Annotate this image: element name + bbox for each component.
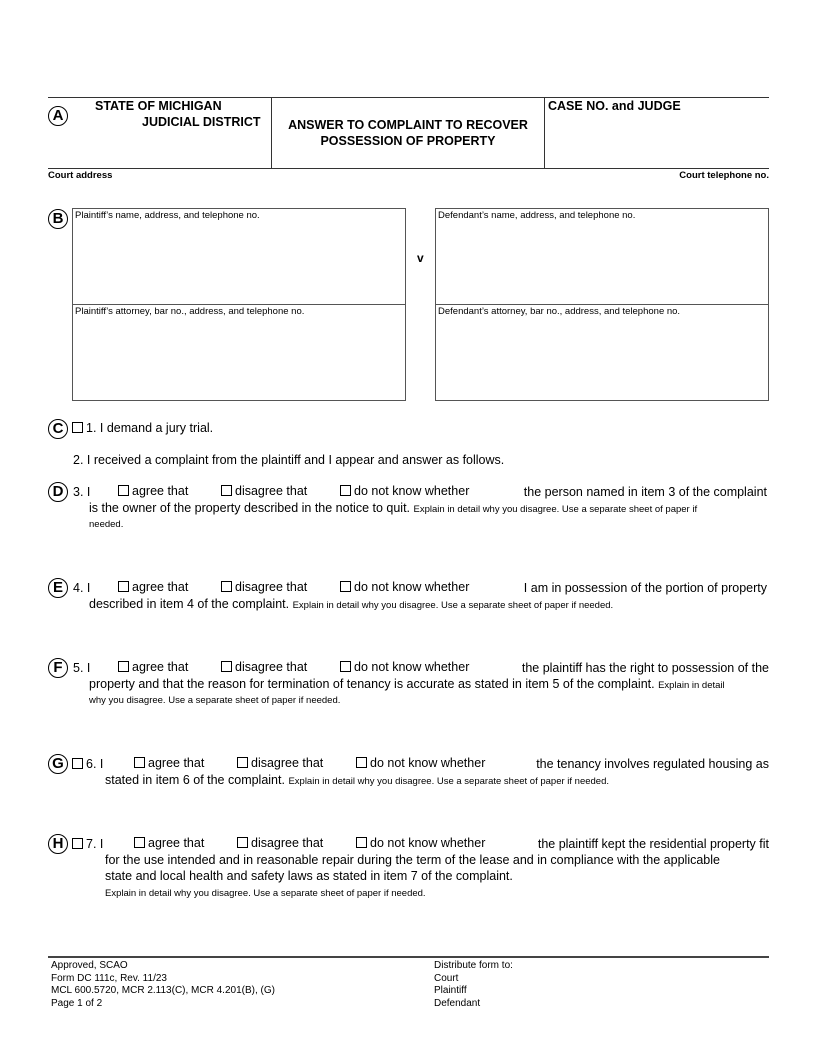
item7-agree-label: agree that [148,836,205,850]
item3-note: Explain in detail why you disagree. Use a separate sheet of paper if [413,504,698,515]
approved-text: Approved, SCAO [51,960,128,971]
item3-agree-option[interactable] [118,484,188,498]
item5-disagree-option[interactable] [221,660,307,674]
item5-statement: the plaintiff has the right to possession of the [521,661,769,675]
item4-line2-text: described in item 4 of the complaint. [89,597,290,611]
section-marker-c: C [48,419,68,439]
item6-disagree-option[interactable] [237,756,323,770]
item3-disagree-checkbox[interactable] [221,485,232,496]
item6-line2 [105,772,609,790]
item3-agree-checkbox[interactable] [118,485,129,496]
item7-disagree-label: disagree that [251,836,324,850]
footer-left [51,960,275,1010]
item7-line2: for the use intended and in reasonable repair during the term of the lease and in compliance with the applicable [105,853,720,867]
item3-line2 [89,500,697,518]
item4-agree-option[interactable] [118,580,188,594]
page-number: Page 1 of 2 [51,997,103,1009]
item5-disagree-label: disagree that [235,660,308,674]
item6-unknown-option[interactable] [356,756,485,770]
item6-agree-label: agree that [148,756,205,770]
form-title-line2: POSSESSION OF PROPERTY [320,134,496,148]
item3-disagree-option[interactable] [221,484,307,498]
item5-agree-option[interactable] [118,660,188,674]
item3-unknown-label: do not know whether [354,484,470,498]
item6-disagree-checkbox[interactable] [237,757,248,768]
item5-number: 5. I [73,661,91,675]
item5-agree-checkbox[interactable] [118,661,129,672]
item4-unknown-checkbox[interactable] [340,581,351,592]
item7-number: 7. I [86,837,104,851]
item6-agree-option[interactable] [134,756,204,770]
item7-agree-checkbox[interactable] [134,837,145,848]
section-marker-f: F [48,658,68,678]
item5-agree-label: agree that [132,660,189,674]
item5-note-cont: why you disagree. Use a separate sheet of paper if needed. [89,695,341,706]
item3-line2-text: is the owner of the property described in the notice to quit. [89,501,411,515]
item4-disagree-option[interactable] [221,580,307,594]
jury-trial-item [72,420,213,436]
legal-authority: MCL 600.5720, MCR 2.113(C), MCR 4.201(B), (G) [51,985,275,996]
item6-line2-text: stated in item 6 of the complaint. [105,773,285,787]
distribute-label: Distribute form to: [434,960,513,971]
section-marker-g: G [48,754,68,774]
plaintiff-attorney-field[interactable] [72,304,406,401]
case-number-judge-field[interactable]: CASE NO. and JUDGE [548,99,681,113]
item4-note: Explain in detail why you disagree. Use a separate sheet of paper if needed. [292,600,614,611]
section-marker-a: A [48,106,68,126]
header-divider-2 [544,97,545,168]
defendant-name-label: Defendant’s name, address, and telephone no. [438,210,636,221]
item3-agree-label: agree that [132,484,189,498]
court-telephone-label: Court telephone no. [679,170,769,181]
section-marker-e: E [48,578,68,598]
item5-note: Explain in detail [658,680,725,691]
item5-disagree-checkbox[interactable] [221,661,232,672]
item5-unknown-label: do not know whether [354,660,470,674]
item7-row [72,836,103,852]
distribute-plaintiff: Plaintiff [434,985,467,996]
item5-line2 [89,676,725,694]
item6-checkbox[interactable] [72,758,83,769]
item5-unknown-option[interactable] [340,660,469,674]
plaintiff-name-field[interactable] [72,208,406,305]
item7-disagree-checkbox[interactable] [237,837,248,848]
plaintiff-attorney-label: Plaintiff’s attorney, bar no., address, and telephone no. [75,306,305,317]
item4-number: 4. I [73,581,91,595]
item3-unknown-option[interactable] [340,484,469,498]
item6-unknown-label: do not know whether [370,756,486,770]
header-bottom-rule [48,168,769,169]
section-marker-h: H [48,834,68,854]
item5-line2-text: property and that the reason for termination of tenancy is accurate as stated in item 5 of the complaint. [89,677,655,691]
judicial-district-label: JUDICIAL DISTRICT [142,115,261,129]
item6-unknown-checkbox[interactable] [356,757,367,768]
item4-disagree-label: disagree that [235,580,308,594]
footer-right [434,960,513,1010]
item7-statement: the plaintiff kept the residential property fit [537,837,769,851]
form-title-line1: ANSWER TO COMPLAINT TO RECOVER [288,118,528,132]
versus-label: v [417,251,424,265]
item4-unknown-option[interactable] [340,580,469,594]
item6-disagree-label: disagree that [251,756,324,770]
item4-disagree-checkbox[interactable] [221,581,232,592]
plaintiff-name-label: Plaintiff’s name, address, and telephone no. [75,210,260,221]
item3-note-cont: needed. [89,519,124,530]
jury-trial-text: 1. I demand a jury trial. [86,421,214,435]
complaint-received-text: 2. I received a complaint from the plaintiff and I appear and answer as follows. [73,453,505,467]
header-divider-1 [271,97,272,168]
item3-number: 3. I [73,485,91,499]
item4-agree-label: agree that [132,580,189,594]
item3-statement: the person named in item 3 of the complaint [523,485,767,499]
item6-row [72,756,103,772]
item7-note: Explain in detail why you disagree. Use a separate sheet of paper if needed. [105,888,426,899]
item4-unknown-label: do not know whether [354,580,470,594]
item3-disagree-label: disagree that [235,484,308,498]
item7-disagree-option[interactable] [237,836,323,850]
item7-unknown-option[interactable] [356,836,485,850]
court-address-label: Court address [48,170,113,181]
item6-agree-checkbox[interactable] [134,757,145,768]
item5-unknown-checkbox[interactable] [340,661,351,672]
item3-unknown-checkbox[interactable] [340,485,351,496]
item6-statement: the tenancy involves regulated housing as [536,757,769,771]
section-marker-d: D [48,482,68,502]
state-name: STATE OF MICHIGAN [95,99,222,113]
item4-line2 [89,596,613,614]
distribute-defendant: Defendant [434,997,481,1009]
defendant-name-field[interactable] [435,208,769,305]
section-marker-b: B [48,209,68,229]
header-top-rule [48,97,769,98]
defendant-attorney-field[interactable] [435,304,769,401]
item4-statement: I am in possession of the portion of property [523,581,767,595]
form-number: Form DC 111c, Rev. 11/23 [51,972,167,984]
item7-agree-option[interactable] [134,836,204,850]
footer-rule [48,956,769,958]
defendant-attorney-label: Defendant’s attorney, bar no., address, and telephone no. [438,306,681,317]
jury-trial-checkbox[interactable] [72,422,83,433]
item6-note: Explain in detail why you disagree. Use a separate sheet of paper if needed. [288,776,610,787]
item4-agree-checkbox[interactable] [118,581,129,592]
distribute-court: Court [434,972,459,984]
item7-unknown-label: do not know whether [370,836,486,850]
item7-checkbox[interactable] [72,838,83,849]
item7-unknown-checkbox[interactable] [356,837,367,848]
item6-number: 6. I [86,757,104,771]
item7-line3: state and local health and safety laws as stated in item 7 of the complaint. [105,869,513,883]
